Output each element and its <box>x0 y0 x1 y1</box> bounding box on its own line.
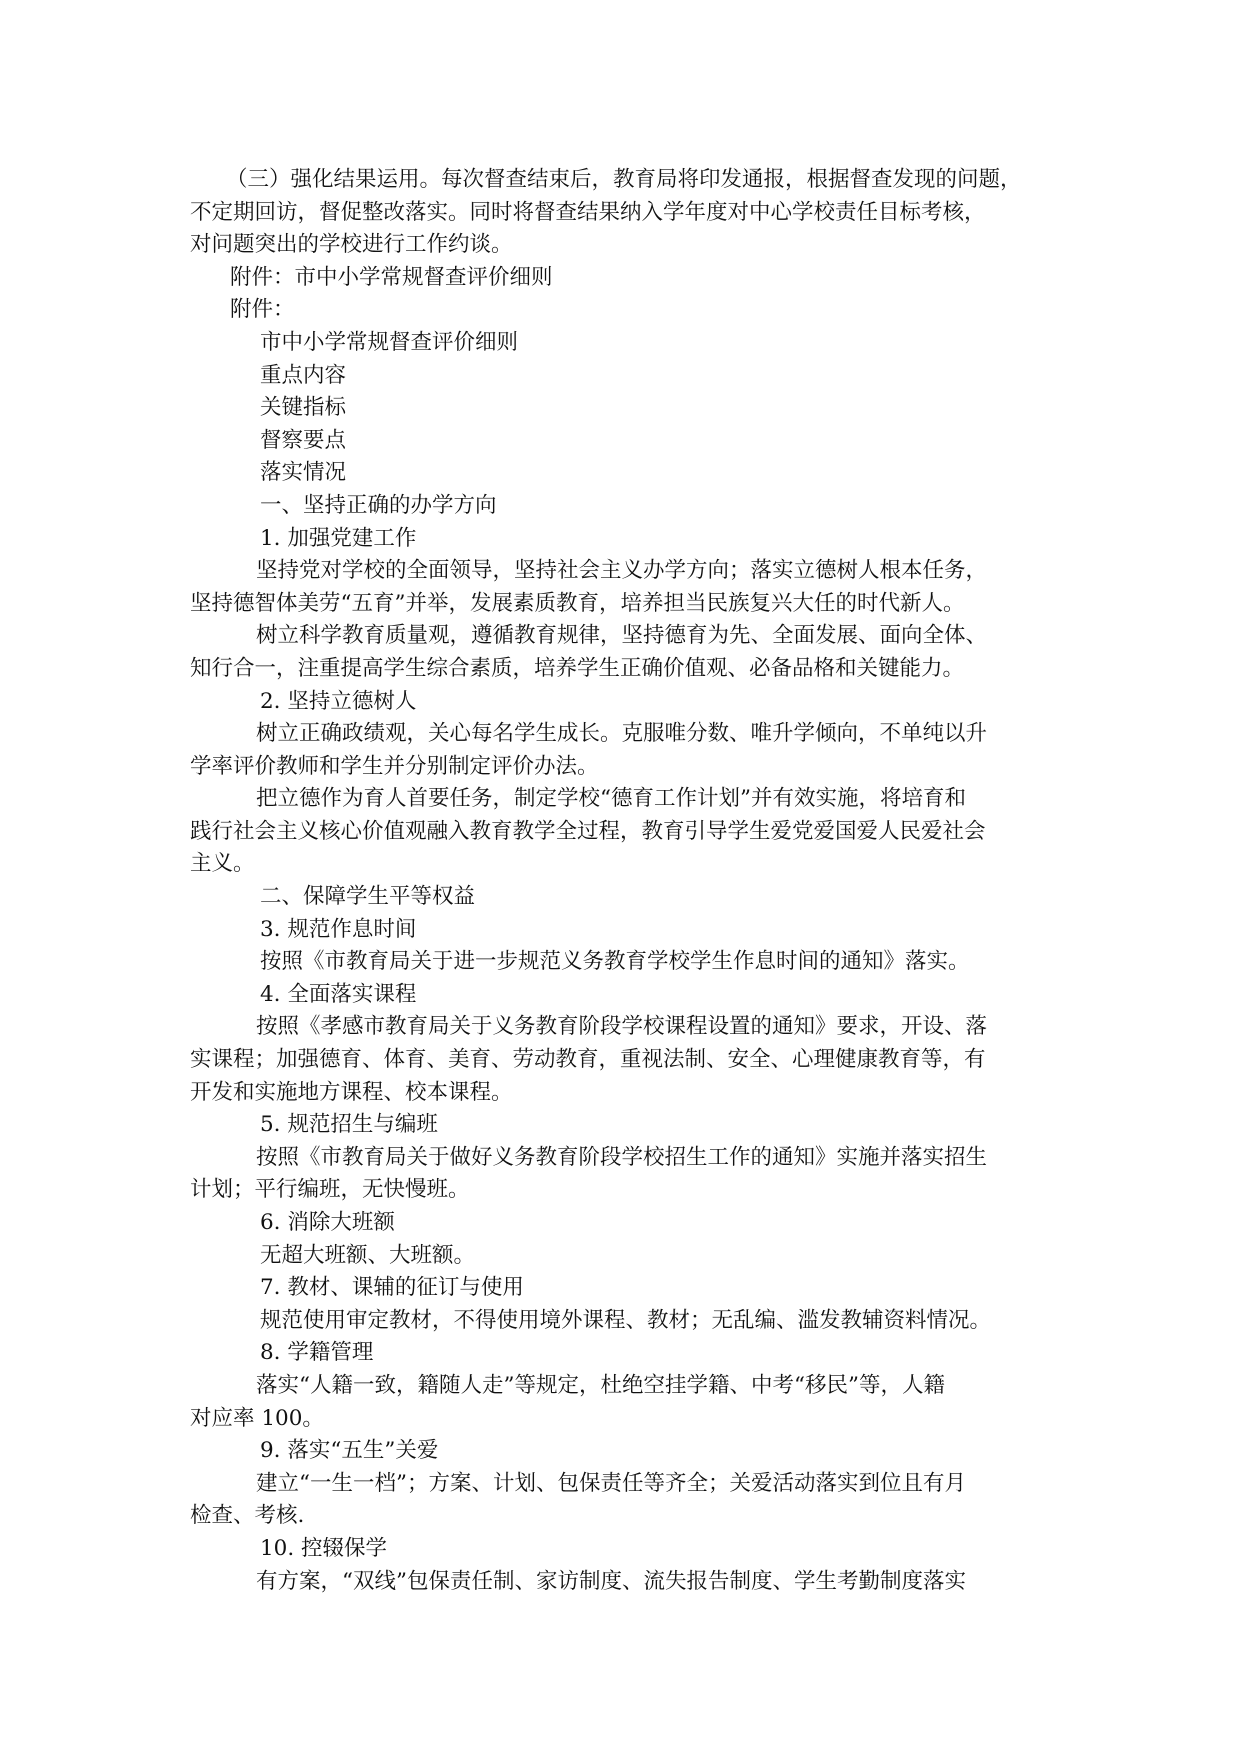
text-line: 规范使用审定教材，不得使用境外课程、教材；无乱编、滥发教辅资料情况。 <box>260 1307 992 1333</box>
text-line: 坚持德智体美劳“五育”并举，发展素质教育，培养担当民族复兴大任的时代新人。 <box>190 590 965 616</box>
text-line: 建立“一生一档”；方案、计划、包保责任等齐全；关爱活动落实到位且有月 <box>256 1470 966 1496</box>
text-line: 有方案，“双线”包保责任制、家访制度、流失报告制度、学生考勤制度落实 <box>256 1568 966 1594</box>
text-line: 计划；平行编班，无快慢班。 <box>190 1177 470 1203</box>
text-line: 对问题突出的学校进行工作约谈。 <box>190 232 513 258</box>
column-heading: 督察要点 <box>260 427 347 453</box>
text-line: 按照《市教育局关于进一步规范义务教育学校学生作息时间的通知》落实。 <box>260 949 970 975</box>
item-heading: 7. 教材、课辅的征订与使用 <box>260 1275 524 1301</box>
item-heading: 3. 规范作息时间 <box>260 916 417 942</box>
attachment-label: 附件： <box>230 297 295 323</box>
attachment-reference: 附件：市中小学常规督查评价细则 <box>230 264 553 290</box>
column-heading: 关键指标 <box>260 395 347 421</box>
column-heading: 重点内容 <box>260 362 347 388</box>
text-line: 无超大班额、大班额。 <box>260 1242 476 1268</box>
text-line: 树立正确政绩观，关心每名学生成长。克服唯分数、唯升学倾向，不单纯以升 <box>256 721 988 747</box>
item-heading: 4. 全面落实课程 <box>260 981 417 1007</box>
text-line: 按照《市教育局关于做好义务教育阶段学校招生工作的通知》实施并落实招生 <box>256 1144 988 1170</box>
column-heading: 落实情况 <box>260 460 347 486</box>
text-line: 落实“人籍一致，籍随人走”等规定，杜绝空挂学籍、中考“移民”等，人籍 <box>256 1372 945 1398</box>
text-line: 检查、考核. <box>190 1503 305 1529</box>
text-line: 主义。 <box>190 851 255 877</box>
text-line: 按照《孝感市教育局关于义务教育阶段学校课程设置的通知》要求，开设、落 <box>256 1014 988 1040</box>
section-heading: 一、坚持正确的办学方向 <box>260 492 497 518</box>
section-heading: 二、保障学生平等权益 <box>260 884 476 910</box>
item-heading: 10. 控辍保学 <box>260 1535 388 1561</box>
text-line: 开发和实施地方课程、校本课程。 <box>190 1079 513 1105</box>
text-line: 践行社会主义核心价值观融入教育教学全过程，教育引导学生爱党爱国爱人民爱社会 <box>190 818 986 844</box>
text-line: 实课程；加强德育、体育、美育、劳动教育，重视法制、安全、心理健康教育等，有 <box>190 1047 986 1073</box>
text-line: 树立科学教育质量观，遵循教育规律，坚持德育为先、全面发展、面向全体、 <box>256 623 988 649</box>
item-heading: 6. 消除大班额 <box>260 1210 395 1235</box>
item-heading: 2. 坚持立德树人 <box>260 688 417 714</box>
text-line: 对应率 100。 <box>190 1405 324 1431</box>
item-heading: 1. 加强党建工作 <box>260 525 417 551</box>
text-line: 把立德作为育人首要任务，制定学校“德育工作计划”并有效实施，将培育和 <box>256 786 966 812</box>
attachment-title: 市中小学常规督查评价细则 <box>260 329 519 355</box>
document-body <box>190 164 1060 1598</box>
item-heading: 9. 落实“五生”关爱 <box>260 1438 439 1464</box>
item-heading: 8. 学籍管理 <box>260 1340 374 1366</box>
item-heading: 5. 规范招生与编班 <box>260 1112 438 1138</box>
text-line: 学率评价教师和学生并分别制定评价办法。 <box>190 753 599 779</box>
text-line: （三）强化结果运用。每次督查结束后，教育局将印发通报，根据督查发现的问题， <box>226 167 1022 192</box>
text-line: 不定期回访，督促整改落实。同时将督查结果纳入学年度对中心学校责任目标考核， <box>190 199 986 225</box>
text-line: 坚持党对学校的全面领导，坚持社会主义办学方向；落实立德树人根本任务， <box>256 558 988 584</box>
text-line: 知行合一，注重提高学生综合素质，培养学生正确价值观、必备品格和关键能力。 <box>190 655 965 681</box>
